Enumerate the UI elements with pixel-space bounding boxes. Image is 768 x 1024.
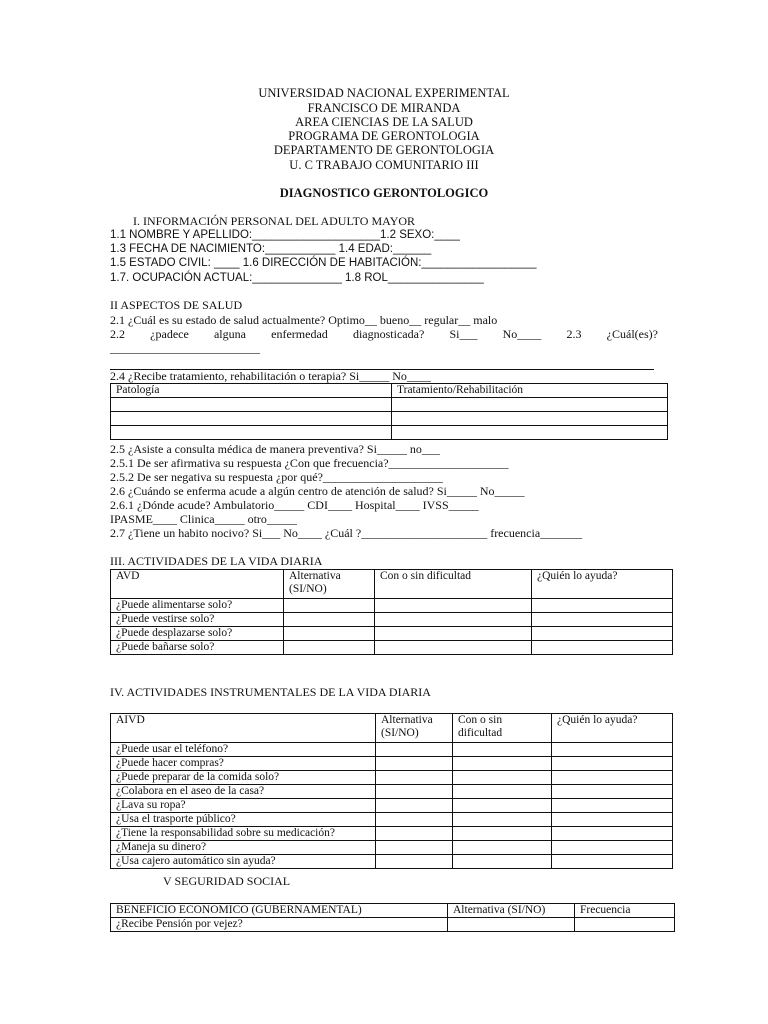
- header-difficulty: Con o sin dificultad: [453, 714, 552, 743]
- header-line-1: UNIVERSIDAD NACIONAL EXPERIMENTAL: [258, 86, 510, 100]
- aivd-row-label: ¿Maneja su dinero?: [111, 841, 376, 855]
- avd-row-label: ¿Puede desplazarse solo?: [111, 627, 284, 641]
- table-cell[interactable]: [532, 627, 673, 641]
- field-birth-age: 1.3 FECHA DE NACIMIENTO:___________ 1.4 EDAD:______: [110, 243, 432, 255]
- table-cell[interactable]: [552, 757, 673, 771]
- header-line-4: PROGRAMA DE GERONTOLOGIA: [288, 129, 480, 143]
- section-2-heading: II ASPECTOS DE SALUD: [110, 298, 243, 312]
- header-line-2: FRANCISCO DE MIRANDA: [307, 101, 461, 115]
- aivd-row-label: ¿Lava su ropa?: [111, 799, 376, 813]
- header-treatment: Tratamiento/Rehabilitación: [392, 384, 668, 398]
- aivd-row-label: ¿Usa cajero automático sin ayuda?: [111, 855, 376, 869]
- table-cell[interactable]: [376, 813, 453, 827]
- question-2-2-blank: _________________________: [110, 341, 260, 355]
- header-aivd: AIVD: [111, 714, 376, 743]
- section-4-heading: IV. ACTIVIDADES INSTRUMENTALES DE LA VIDA DIARIA: [110, 685, 431, 699]
- header-line-5: DEPARTAMENTO DE GERONTOLOGIA: [273, 143, 495, 157]
- question-2-6-1: 2.6.1 ¿Dónde acude? Ambulatorio_____ CDI____ Hospital____ IVSS_____: [110, 498, 479, 512]
- aivd-row-label: ¿Puede hacer compras?: [111, 757, 376, 771]
- q22-part: ¿padece: [150, 327, 189, 341]
- table-cell[interactable]: [453, 841, 552, 855]
- aivd-row-label: ¿Tiene la responsabilidad sobre su medicación?: [111, 827, 376, 841]
- header-alternative: Alternativa (SI/NO): [376, 714, 453, 743]
- table-cell[interactable]: [376, 743, 453, 757]
- table-cell[interactable]: [375, 599, 532, 613]
- q22-part: diagnosticada?: [352, 327, 425, 341]
- avd-table: [110, 569, 673, 655]
- table-cell[interactable]: [375, 613, 532, 627]
- table-cell[interactable]: [552, 855, 673, 869]
- table-cell[interactable]: [392, 398, 668, 412]
- q22-part: No____: [502, 327, 542, 341]
- q22-part: ¿Cuál(es)?: [606, 327, 658, 341]
- avd-row-label: ¿Puede vestirse solo?: [111, 613, 284, 627]
- table-cell[interactable]: [376, 799, 453, 813]
- document-title: DIAGNOSTICO GERONTOLOGICO: [279, 186, 489, 200]
- benefit-row-label: ¿Recibe Pensión por vejez?: [111, 918, 448, 932]
- table-cell[interactable]: [453, 813, 552, 827]
- treatment-table: [110, 383, 668, 440]
- table-cell[interactable]: [453, 799, 552, 813]
- aivd-table: [110, 713, 673, 869]
- table-cell[interactable]: [284, 613, 375, 627]
- table-cell[interactable]: [453, 785, 552, 799]
- field-civil-address: 1.5 ESTADO CIVIL: ____ 1.6 DIRECCIÓN DE HABITACIÓN:__________________: [110, 257, 537, 269]
- header-alternative: Alternativa (SI/NO): [284, 570, 375, 599]
- avd-row-label: ¿Puede alimentarse solo?: [111, 599, 284, 613]
- table-cell[interactable]: [284, 599, 375, 613]
- table-cell[interactable]: [453, 757, 552, 771]
- table-cell[interactable]: [376, 771, 453, 785]
- q22-part: Si___: [449, 327, 478, 341]
- table-cell[interactable]: [448, 918, 575, 932]
- q22-part: enfermedad: [271, 327, 328, 341]
- aivd-row-label: ¿Usa el trasporte público?: [111, 813, 376, 827]
- table-cell[interactable]: [552, 799, 673, 813]
- table-cell[interactable]: [532, 641, 673, 655]
- header-frequency: Frecuencia: [575, 904, 675, 918]
- question-2-5: 2.5 ¿Asiste a consulta médica de manera preventiva? Si_____ no___: [110, 442, 440, 456]
- table-cell[interactable]: [376, 841, 453, 855]
- table-cell[interactable]: [284, 627, 375, 641]
- table-cell[interactable]: [552, 827, 673, 841]
- q22-part: alguna: [213, 327, 246, 341]
- table-cell[interactable]: [376, 757, 453, 771]
- section-5-heading: V SEGURIDAD SOCIAL: [163, 874, 291, 888]
- header-difficulty: Con o sin dificultad: [375, 570, 532, 599]
- header-who-helps: ¿Quién lo ayuda?: [532, 570, 673, 599]
- header-pathology: Patología: [111, 384, 392, 398]
- table-cell[interactable]: [284, 641, 375, 655]
- q22-part: 2.3: [566, 327, 582, 341]
- question-2-7: 2.7 ¿Tiene un habito nocivo? Si___ No____ ¿Cuál ?_____________________ frecuencia_______: [110, 526, 583, 540]
- table-cell[interactable]: [552, 743, 673, 757]
- question-2-5-2: 2.5.2 De ser negativa su respuesta ¿por qué?____________________: [110, 470, 443, 484]
- field-occupation-role: 1.7. OCUPACIÓN ACTUAL:______________ 1.8 ROL_______________: [110, 272, 484, 284]
- table-cell[interactable]: [453, 743, 552, 757]
- table-cell[interactable]: [532, 599, 673, 613]
- field-name-sex: 1.1 NOMBRE Y APELLIDO:____________________1.2 SEXO:____: [110, 229, 460, 241]
- table-cell[interactable]: [375, 627, 532, 641]
- question-2-2: [110, 327, 658, 341]
- q22-part: 2.2: [110, 327, 125, 341]
- table-cell[interactable]: [552, 785, 673, 799]
- question-2-5-1: 2.5.1 De ser afirmativa su respuesta ¿Con que frecuencia?____________________: [110, 456, 509, 470]
- section-1-heading: I. INFORMACIÓN PERSONAL DEL ADULTO MAYOR: [133, 214, 416, 228]
- table-cell[interactable]: [111, 412, 392, 426]
- table-cell[interactable]: [376, 855, 453, 869]
- aivd-row-label: ¿Puede usar el teléfono?: [111, 743, 376, 757]
- table-cell[interactable]: [111, 426, 392, 440]
- header-alternative: Alternativa (SI/NO): [448, 904, 575, 918]
- table-cell[interactable]: [392, 426, 668, 440]
- question-2-6: 2.6 ¿Cuándo se enferma acude a algún centro de atención de salud? Si_____ No_____: [110, 484, 525, 498]
- question-2-6-1-cont: IPASME____ Clinica_____ otro_____: [110, 512, 297, 526]
- question-2-1: 2.1 ¿Cuál es su estado de salud actualmente? Optimo__ bueno__ regular__ malo: [110, 313, 498, 327]
- question-2-4: 2.4 ¿Recibe tratamiento, rehabilitación o terapia? Si_____ No____: [110, 369, 431, 383]
- table-cell[interactable]: [552, 771, 673, 785]
- avd-row-label: ¿Puede bañarse solo?: [111, 641, 284, 655]
- header-who-helps: ¿Quién lo ayuda?: [552, 714, 673, 743]
- aivd-row-label: ¿Puede preparar de la comida solo?: [111, 771, 376, 785]
- table-cell[interactable]: [392, 412, 668, 426]
- table-cell[interactable]: [376, 785, 453, 799]
- table-cell[interactable]: [453, 855, 552, 869]
- table-cell[interactable]: [532, 613, 673, 627]
- table-cell[interactable]: [552, 841, 673, 855]
- header-line-6: U. C TRABAJO COMUNITARIO III: [289, 158, 479, 172]
- aivd-row-label: ¿Colabora en el aseo de la casa?: [111, 785, 376, 799]
- header-benefit: BENEFICIO ECONOMICO (GUBERNAMENTAL): [111, 904, 448, 918]
- table-cell[interactable]: [575, 918, 675, 932]
- header-line-3: AREA CIENCIAS DE LA SALUD: [295, 115, 473, 129]
- section-3-heading: III. ACTIVIDADES DE LA VIDA DIARIA: [110, 554, 323, 568]
- table-cell[interactable]: [376, 827, 453, 841]
- header-avd: AVD: [111, 570, 284, 599]
- table-cell[interactable]: [453, 771, 552, 785]
- social-security-table: [110, 903, 675, 932]
- table-cell[interactable]: [111, 398, 392, 412]
- table-cell[interactable]: [375, 641, 532, 655]
- table-cell[interactable]: [453, 827, 552, 841]
- table-cell[interactable]: [552, 813, 673, 827]
